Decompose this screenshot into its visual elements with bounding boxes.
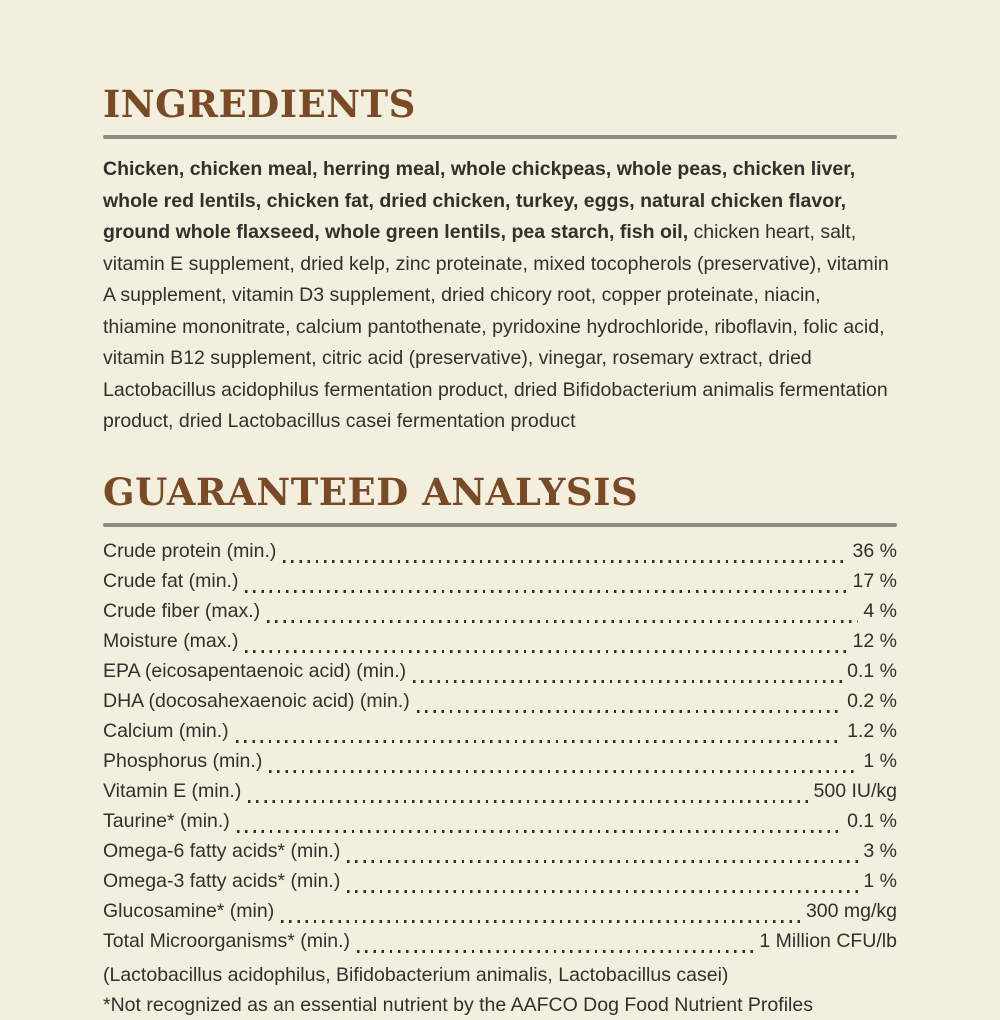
analysis-value: 1.2 % bbox=[847, 719, 897, 742]
analysis-row bbox=[103, 810, 897, 840]
analysis-label: Calcium (min.) bbox=[103, 719, 229, 742]
analysis-row bbox=[103, 630, 897, 660]
analysis-label: Moisture (max.) bbox=[103, 629, 239, 652]
dot-leader bbox=[267, 620, 858, 623]
analysis-row bbox=[103, 750, 897, 780]
analysis-value: 3 % bbox=[863, 839, 897, 862]
analysis-label: EPA (eicosapentaenoic acid) (min.) bbox=[103, 659, 407, 682]
analysis-value: 1 % bbox=[863, 749, 897, 772]
analysis-label: Crude fat (min.) bbox=[103, 569, 239, 592]
analysis-label: Omega-6 fatty acids* (min.) bbox=[103, 839, 341, 862]
analysis-value: 500 IU/kg bbox=[813, 779, 897, 802]
analysis-value: 4 % bbox=[863, 599, 897, 622]
dot-leader bbox=[269, 770, 858, 773]
dot-leader bbox=[281, 920, 801, 923]
analysis-label: Crude protein (min.) bbox=[103, 539, 277, 562]
analysis-row bbox=[103, 540, 897, 570]
dot-leader bbox=[357, 950, 754, 953]
analysis-row bbox=[103, 660, 897, 690]
dot-leader bbox=[417, 710, 842, 713]
dot-leader bbox=[245, 590, 847, 593]
analysis-value: 1 Million CFU/lb bbox=[759, 929, 897, 952]
analysis-label: Vitamin E (min.) bbox=[103, 779, 242, 802]
analysis-row bbox=[103, 840, 897, 870]
analysis-value: 17 % bbox=[852, 569, 897, 592]
analysis-row bbox=[103, 930, 897, 960]
analysis-label: Taurine* (min.) bbox=[103, 809, 230, 832]
analysis-value: 300 mg/kg bbox=[805, 899, 897, 922]
dot-leader bbox=[237, 830, 842, 833]
analysis-row bbox=[103, 600, 897, 630]
analysis-value: 0.1 % bbox=[847, 659, 897, 682]
analysis-label: DHA (docosahexaenoic acid) (min.) bbox=[103, 689, 410, 712]
guaranteed-analysis-divider bbox=[103, 523, 897, 527]
dot-leader bbox=[283, 560, 847, 563]
analysis-label: Glucosamine* (min) bbox=[103, 899, 275, 922]
dot-leader bbox=[236, 740, 842, 743]
guaranteed-analysis-section bbox=[103, 470, 897, 1020]
analysis-row bbox=[103, 690, 897, 720]
analysis-value: 0.2 % bbox=[847, 689, 897, 712]
ingredients-title: INGREDIENTS bbox=[103, 82, 416, 126]
analysis-row bbox=[103, 570, 897, 600]
microorganisms-note: (Lactobacillus acidophilus, Bifidobacterium animalis, Lactobacillus casei) bbox=[103, 963, 729, 986]
ingredients-secondary-list: chicken heart, salt, vitamin E supplement, dried kelp, zinc proteinate, mixed tocopherols (preservative), vitamin A supplement, vitamin D3 supplement, dried chicory root, copper proteinate, niacin, thiamine mononitrate, calcium pantothenate, pyridoxine hydrochloride, riboflavin, folic acid, vitamin B12 supplement, citric acid (preservative), vinegar, rosemary extract, dried Lactobacillus acidophilus fermentation product, dried Bifidobacterium animalis fermentation product, dried Lactobacillus casei fermentation product bbox=[103, 221, 889, 432]
ingredients-paragraph bbox=[103, 154, 897, 438]
analysis-label: Omega-3 fatty acids* (min.) bbox=[103, 869, 341, 892]
analysis-label: Crude fiber (max.) bbox=[103, 599, 261, 622]
analysis-row bbox=[103, 780, 897, 810]
dot-leader bbox=[248, 800, 808, 803]
aafco-footnote: *Not recognized as an essential nutrient by the AAFCO Dog Food Nutrient Profiles bbox=[103, 993, 813, 1016]
analysis-table bbox=[103, 540, 897, 960]
ingredients-section bbox=[103, 82, 897, 438]
analysis-row bbox=[103, 720, 897, 750]
analysis-value: 0.1 % bbox=[847, 809, 897, 832]
analysis-label: Total Microorganisms* (min.) bbox=[103, 929, 351, 952]
analysis-row bbox=[103, 870, 897, 900]
dot-leader bbox=[245, 650, 847, 653]
dot-leader bbox=[413, 680, 842, 683]
analysis-label: Phosphorus (min.) bbox=[103, 749, 263, 772]
analysis-row bbox=[103, 900, 897, 930]
dot-leader bbox=[347, 890, 858, 893]
analysis-value: 12 % bbox=[852, 629, 897, 652]
analysis-value: 36 % bbox=[852, 539, 897, 562]
analysis-value: 1 % bbox=[863, 869, 897, 892]
dot-leader bbox=[347, 860, 858, 863]
ingredients-primary-list: Chicken, chicken meal, herring meal, whole chickpeas, whole peas, chicken liver, whole red lentils, chicken fat, dried chicken, turkey, eggs, natural chicken flavor, ground whole flaxseed, whole green lentils, pea starch, fish oil, bbox=[103, 158, 856, 243]
ingredients-divider bbox=[103, 135, 897, 139]
guaranteed-analysis-title: GUARANTEED ANALYSIS bbox=[103, 469, 639, 514]
